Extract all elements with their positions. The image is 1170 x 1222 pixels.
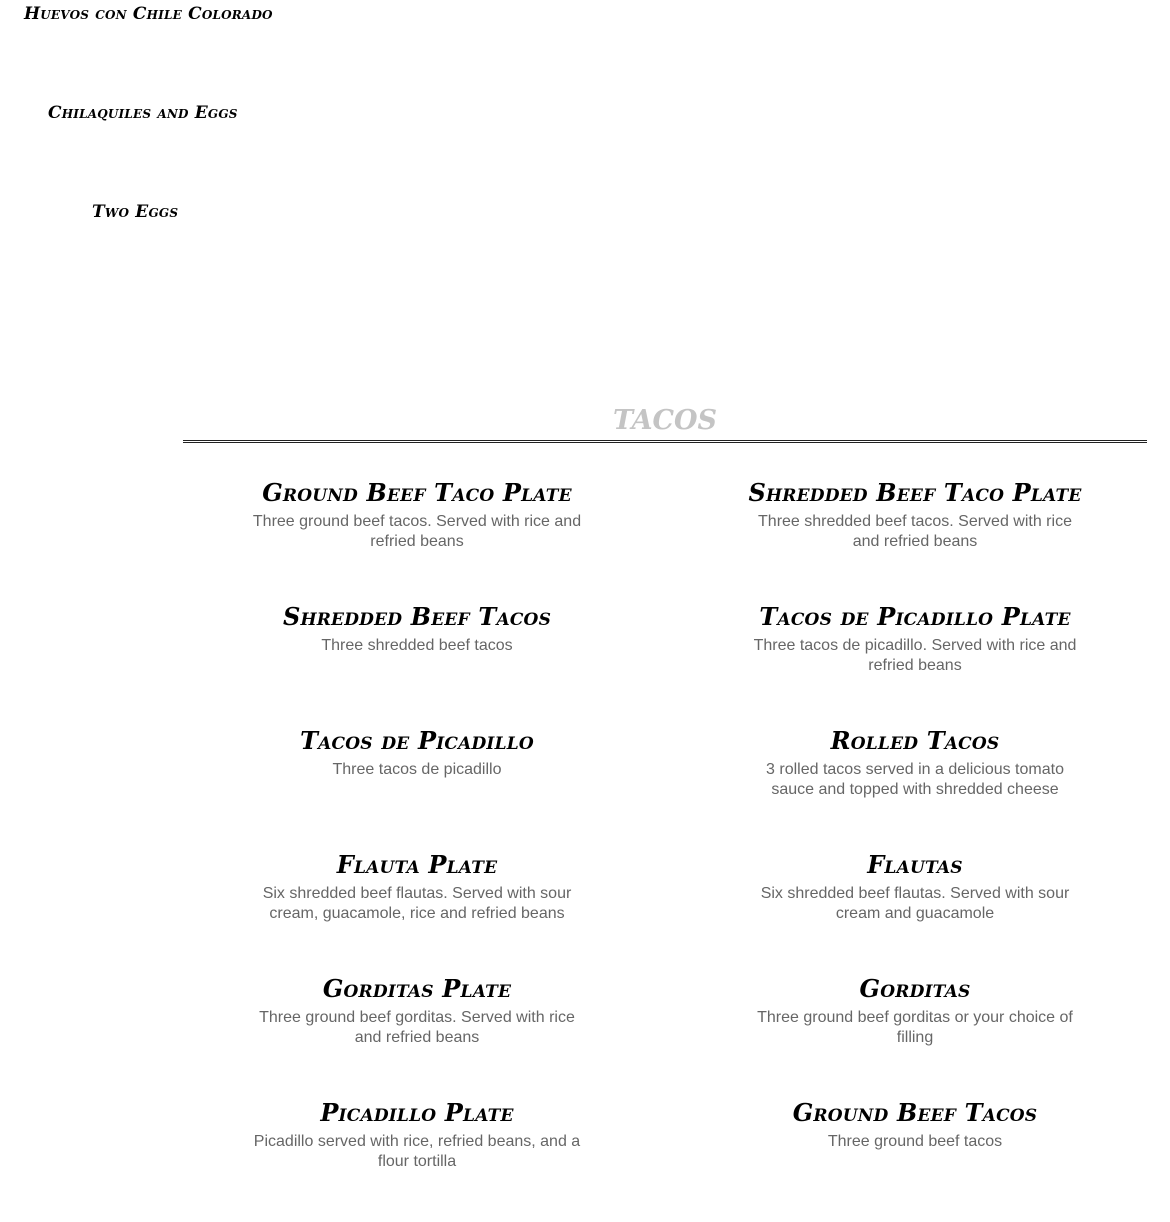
menu-item-name: Ground Beef Tacos <box>792 1098 1038 1127</box>
menu-item-description: Six shredded beef flautas. Served with sour cream, guacamole, rice and refried beans <box>262 885 572 922</box>
section-divider <box>183 440 1147 443</box>
menu-item <box>168 1098 666 1222</box>
menu-item-name: Shredded Beef Tacos <box>282 602 552 631</box>
menu-item-description: Three shredded beef tacos <box>321 637 513 654</box>
menu-item-description: Six shredded beef flautas. Served with sour cream and guacamole <box>760 885 1070 922</box>
menu-item-name: Ground Beef Taco Plate <box>262 478 572 507</box>
menu-grid <box>168 478 1168 1222</box>
menu-item <box>666 478 1164 602</box>
menu-item-name: Shredded Beef Taco Plate <box>748 478 1082 507</box>
menu-item <box>168 602 666 726</box>
menu-item <box>666 602 1164 726</box>
menu-item <box>168 850 666 974</box>
sidebar-item-two-eggs[interactable]: Two Eggs <box>92 202 179 222</box>
menu-item-description: 3 rolled tacos served in a delicious tomato sauce and topped with shredded cheese <box>766 761 1064 798</box>
menu-item-name: Tacos de Picadillo Plate <box>759 602 1071 631</box>
menu-item-description: Three shredded beef tacos. Served with rice and refried beans <box>758 513 1072 550</box>
menu-item-name: Flautas <box>867 850 963 879</box>
menu-item <box>168 478 666 602</box>
menu-item-description: Three ground beef tacos. Served with rice and refried beans <box>252 513 582 550</box>
menu-item <box>666 850 1164 974</box>
menu-item-name: Gorditas Plate <box>322 974 512 1003</box>
menu-item-description: Three ground beef gorditas or your choice of filling <box>757 1009 1073 1046</box>
menu-item <box>168 974 666 1098</box>
menu-item-name: Rolled Tacos <box>830 726 1000 755</box>
menu-item <box>666 726 1164 850</box>
menu-item <box>168 726 666 850</box>
menu-item-description: Three tacos de picadillo. Served with rice and refried beans <box>753 637 1077 674</box>
menu-item <box>666 974 1164 1098</box>
menu-item-name: Tacos de Picadillo <box>300 726 534 755</box>
menu-item-description: Three ground beef tacos <box>827 1133 1003 1150</box>
menu-item-name: Picadillo Plate <box>320 1098 514 1127</box>
menu-item-name: Flauta Plate <box>336 850 498 879</box>
sidebar-item-huevos-con-chile-colorado[interactable]: Huevos con Chile Colorado <box>24 4 273 24</box>
menu-item-description: Three tacos de picadillo <box>332 761 502 778</box>
section-title: TACOS <box>612 405 718 436</box>
sidebar-item-chilaquiles-and-eggs[interactable]: Chilaquiles and Eggs <box>48 103 238 123</box>
menu-item-description: Picadillo served with rice, refried beans, and a flour tortilla <box>253 1133 581 1170</box>
menu-item-description: Three ground beef gorditas. Served with rice and refried beans <box>259 1009 575 1046</box>
menu-item <box>666 1098 1164 1222</box>
menu-item-name: Gorditas <box>859 974 971 1003</box>
